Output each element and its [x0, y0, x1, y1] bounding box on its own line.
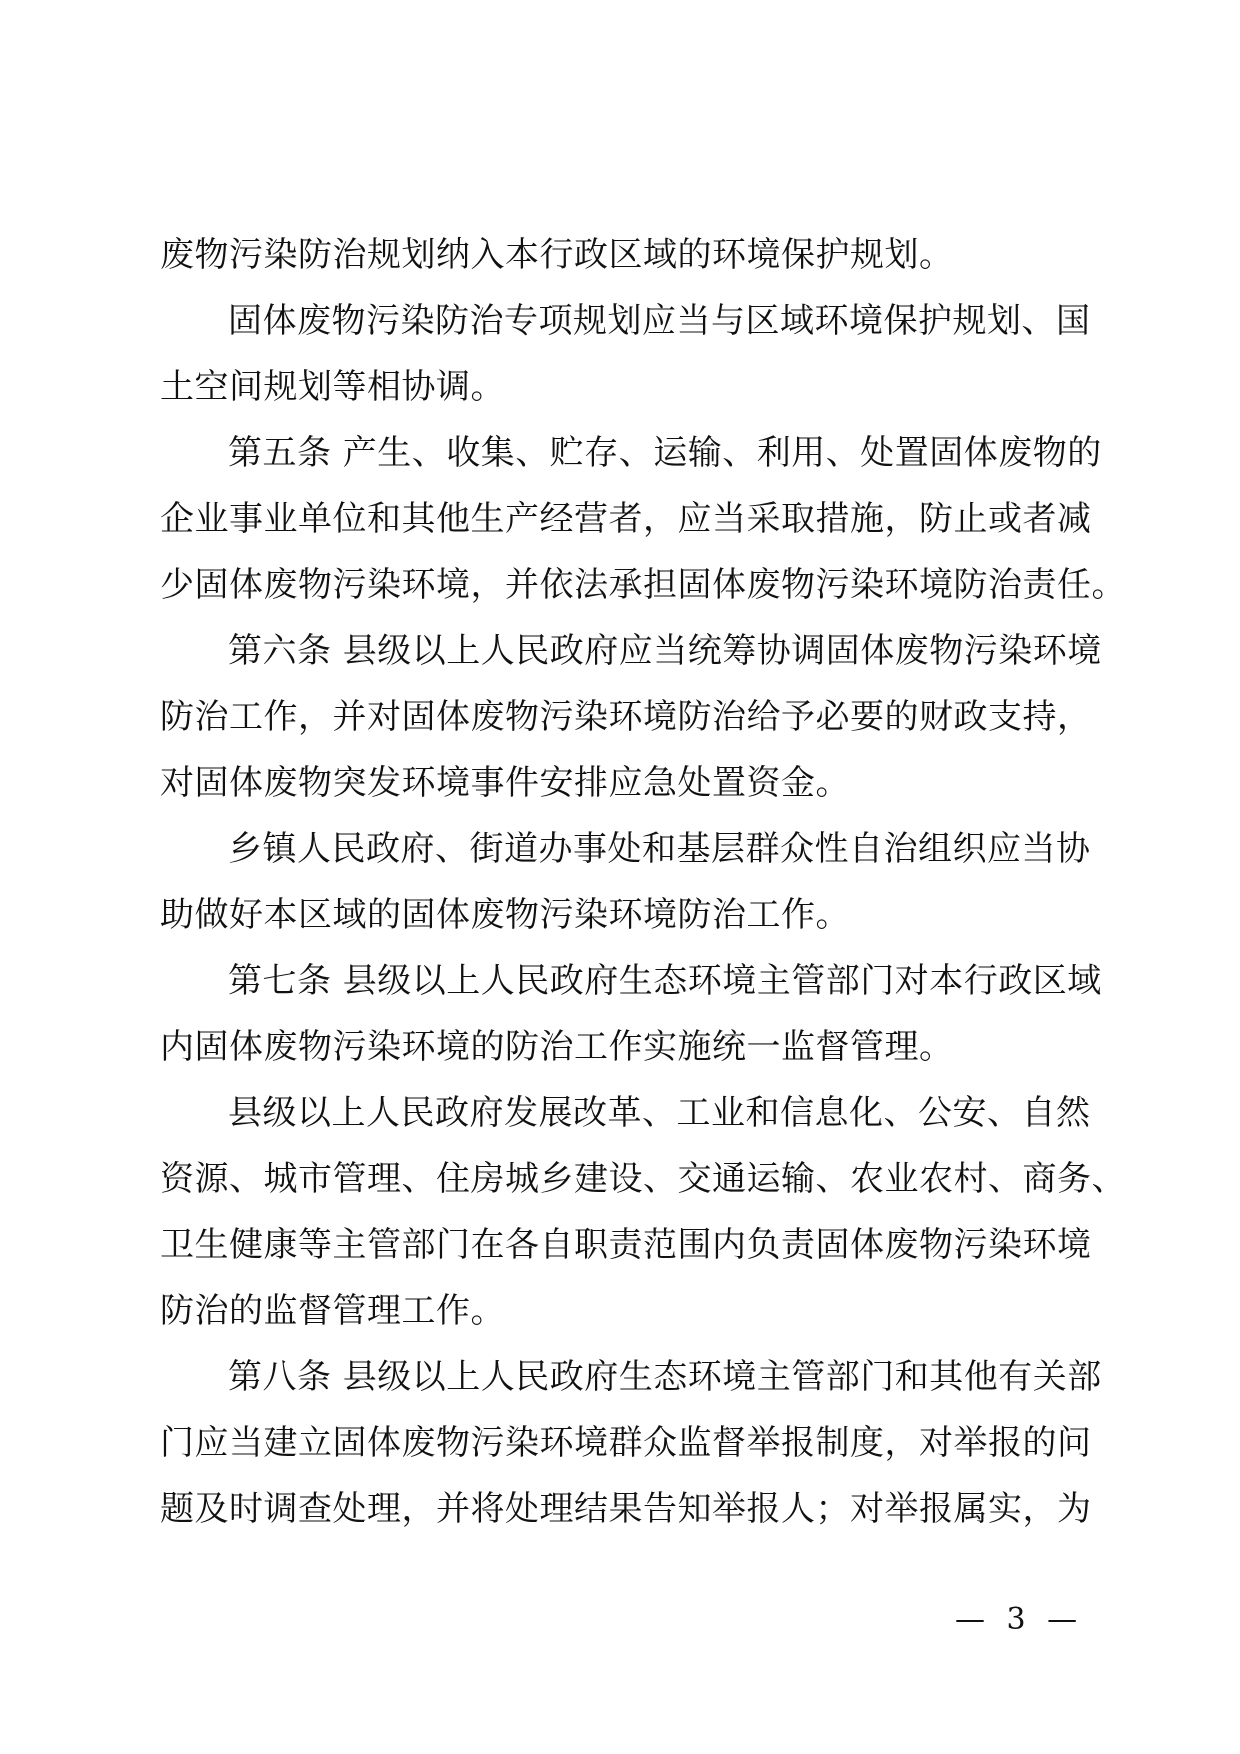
text-line: 防治工作，并对固体废物污染环境防治给予必要的财政支持， — [160, 697, 1092, 737]
document-body — [160, 222, 1126, 1542]
text-line: 防治的监督管理工作。 — [160, 1291, 505, 1331]
text-line: 乡镇人民政府、街道办事处和基层群众性自治组织应当协 — [228, 829, 1091, 869]
text-line: 题及时调查处理，并将处理结果告知举报人；对举报属实，为 — [160, 1489, 1092, 1529]
text-line: 助做好本区域的固体废物污染环境防治工作。 — [160, 895, 850, 935]
article-5-line: 第五条 产生、收集、贮存、运输、利用、处置固体废物的 — [228, 433, 1102, 473]
text-line: 资源、城市管理、住房城乡建设、交通运输、农业农村、商务、 — [160, 1159, 1126, 1199]
text-line: 废物污染防治规划纳入本行政区域的环境保护规划。 — [160, 235, 954, 275]
text-line: 内固体废物污染环境的防治工作实施统一监督管理。 — [160, 1027, 954, 1067]
article-7-line: 第七条 县级以上人民政府生态环境主管部门对本行政区域 — [228, 961, 1102, 1001]
text-line: 对固体废物突发环境事件安排应急处置资金。 — [160, 763, 850, 803]
text-line: 县级以上人民政府发展改革、工业和信息化、公安、自然 — [228, 1093, 1091, 1133]
text-line: 企业事业单位和其他生产经营者，应当采取措施，防止或者减 — [160, 499, 1092, 539]
article-6-line: 第六条 县级以上人民政府应当统筹协调固体废物污染环境 — [228, 631, 1102, 671]
text-line: 卫生健康等主管部门在各自职责范围内负责固体废物污染环境 — [160, 1225, 1092, 1265]
page-number: — 3 — — [955, 1602, 1084, 1637]
text-line: 少固体废物污染环境，并依法承担固体废物污染环境防治责任。 — [160, 565, 1126, 605]
article-8-line: 第八条 县级以上人民政府生态环境主管部门和其他有关部 — [228, 1357, 1102, 1397]
text-line: 门应当建立固体废物污染环境群众监督举报制度，对举报的问 — [160, 1423, 1092, 1463]
text-line: 固体废物污染防治专项规划应当与区域环境保护规划、国 — [228, 301, 1091, 341]
text-line: 土空间规划等相协调。 — [160, 367, 505, 407]
